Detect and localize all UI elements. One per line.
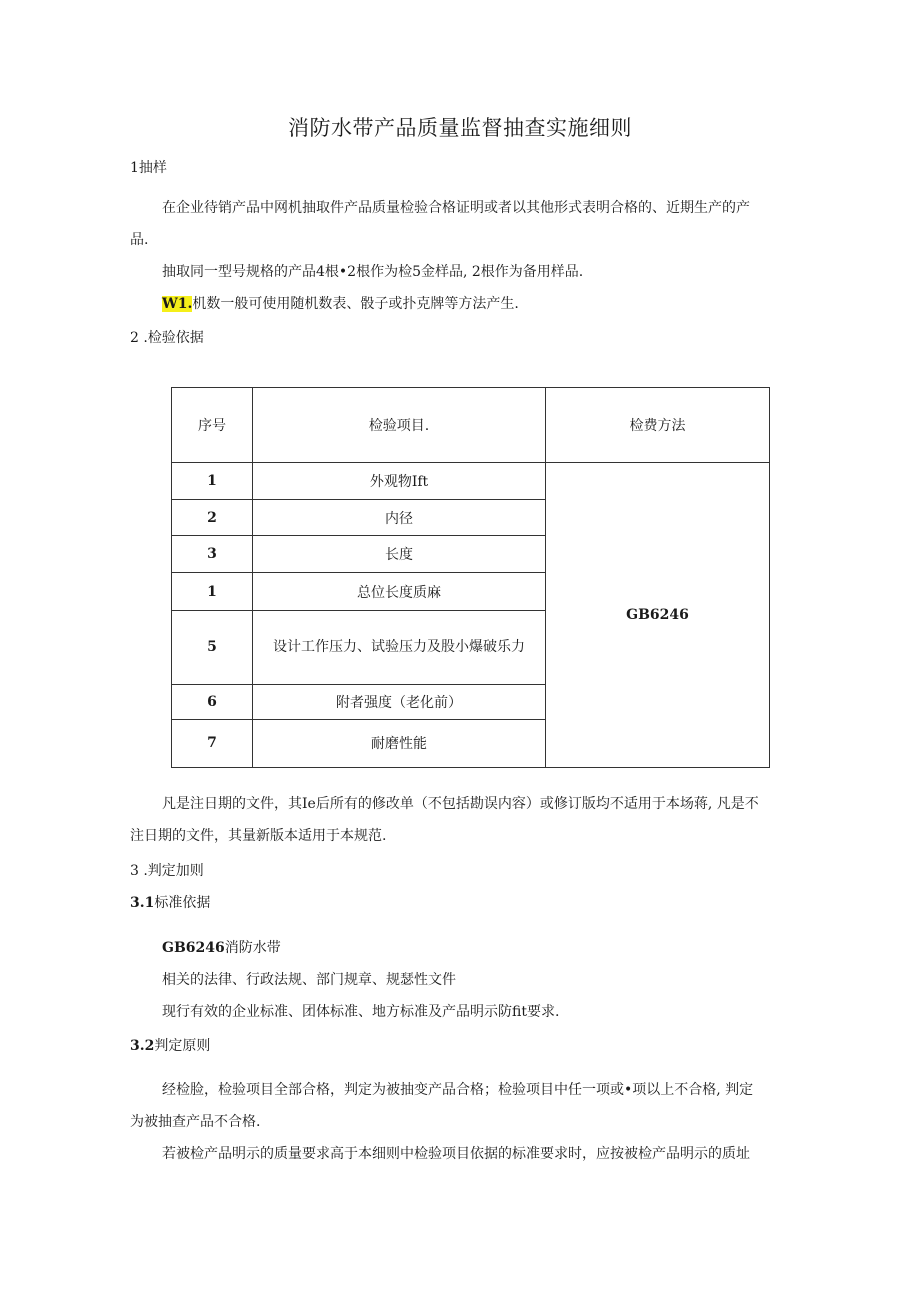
row-item-text: 设计工作压力、试验压力及股小爆破乐力 — [273, 639, 525, 656]
row-number: 6 — [172, 684, 253, 719]
row-item: 内径 — [253, 500, 546, 536]
standard-name: 消防水带 — [224, 940, 281, 956]
section-3-heading: 3 .判定加则 — [130, 863, 204, 879]
row-number: 3 — [172, 536, 253, 573]
row-item: 长度 — [253, 536, 546, 573]
sampling-quantity-text: 抽取同一型号规格的产品4根•2根作为检5金样品, 2根作为备用样品. — [162, 264, 584, 280]
row-number: 1 — [172, 463, 253, 500]
judgement-line1: 经检脸，检验项目全部合格，判定为被抽变产品合格；检验项目中任一项或•项以上不合格, 判定 — [162, 1082, 754, 1098]
standard-item-1 — [162, 937, 281, 957]
table-row — [172, 463, 770, 500]
highlighted-marker: W1. — [162, 296, 193, 312]
judgement-line2: 为被抽查产品不合格. — [130, 1114, 261, 1130]
standard-item-2: 相关的法律、行政法规、部门规章、规瑟性文件 — [162, 972, 456, 988]
subsection-3-1-heading — [130, 892, 210, 912]
subsection-number: 3.2 — [130, 1038, 155, 1054]
method-cell: GB6246 — [546, 463, 770, 768]
judgement-line3: 若被检产品明示的质量要求高于本细则中检验项目依据的标准要求时，应按被检产品明示的质址 — [162, 1146, 750, 1162]
page-title: 消防水带产品质量监督抽查实施细则 — [288, 116, 632, 140]
sampling-paragraph-line1: 在企业待销产品中网机抽取件产品质量检验合格证明或者以其他形式表明合格的、近期生产的产 — [162, 200, 750, 216]
section-1-heading: 1抽样 — [130, 160, 167, 176]
random-method-text — [162, 293, 519, 313]
row-item — [253, 610, 546, 684]
subsection-3-2-heading — [130, 1035, 210, 1055]
header-method: 检费方法 — [546, 388, 770, 463]
row-number: 5 — [172, 610, 253, 684]
section-2-heading: 2 .检验依据 — [130, 330, 204, 346]
header-number: 序号 — [172, 388, 253, 463]
row-number: 2 — [172, 500, 253, 536]
random-method-body: 机数一般可使用随机数表、骰子或扑克牌等方法产生. — [192, 296, 519, 312]
subsection-title: 判定原则 — [154, 1038, 211, 1054]
row-item: 总位长度质麻 — [253, 573, 546, 610]
standard-code: GB6246 — [162, 940, 225, 956]
row-item: 外观物Ift — [253, 463, 546, 500]
sampling-paragraph-line2: 品. — [130, 232, 149, 248]
row-item: 耐磨性能 — [253, 719, 546, 767]
header-item: 检验项目. — [253, 388, 546, 463]
table-header-row — [172, 388, 770, 463]
row-number: 7 — [172, 719, 253, 767]
reference-note-line1: 凡是注日期的文件，其Ie后所有的修改单（不包括勘误内容）或修订版均不适用于本场蒋, 凡是不 — [162, 796, 759, 812]
row-number: 1 — [172, 573, 253, 610]
row-item: 附者强度（老化前） — [253, 684, 546, 719]
inspection-items-table — [171, 387, 770, 768]
standard-item-3: 现行有效的企业标准、团体标准、地方标准及产品明示防fit要求. — [162, 1004, 560, 1020]
reference-note-line2: 注日期的文件，其量新版本适用于本规范. — [130, 828, 387, 844]
subsection-title: 标准依据 — [154, 895, 211, 911]
subsection-number: 3.1 — [130, 895, 155, 911]
